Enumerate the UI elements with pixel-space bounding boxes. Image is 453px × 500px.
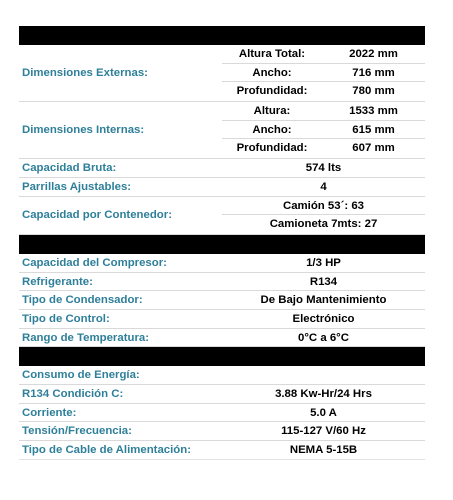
internal-dimensions-group [19,102,425,159]
spec-row [19,404,425,423]
spec-sheet [19,26,425,460]
external-dimensions-group [19,45,425,102]
spec-row [222,139,425,158]
spec-value [222,366,425,384]
spec-sublabel: Profundidad: [236,85,308,98]
spec-value: Camioneta 7mts: 27 [269,218,378,231]
spec-value: Camión 53´: 63 [282,199,365,212]
spec-label: Tipo de Control: [22,312,110,325]
spec-label: Consumo de Energía: [22,369,140,382]
spec-label: Tensión/Frecuencia: [22,425,132,438]
spec-label: R134 Condición C: [22,388,124,400]
spec-row [19,422,425,441]
spec-row [19,159,425,178]
spec-row [19,385,425,404]
gross-capacity-value: 574 lts [305,162,342,175]
spec-row [222,102,425,121]
spec-value: 607 mm [352,142,395,155]
container-capacity-group [19,197,425,235]
external-dimensions-label: Dimensiones Externas: [22,67,148,80]
spec-label: Capacidad del Compresor: [22,256,167,269]
section-header-bar [19,235,425,254]
spec-value: De Bajo Mantenimiento [260,294,387,307]
spec-value: 716 mm [352,66,395,79]
shelves-value: 4 [320,180,327,193]
spec-row [19,254,425,273]
spec-value: 115-127 V/60 Hz [281,425,366,438]
section-header-bar [19,26,425,45]
spec-row [19,273,425,292]
gross-capacity-label: Capacidad Bruta: [22,162,117,175]
spec-row [19,291,425,310]
section-header-bar [19,347,425,366]
spec-value: 3.88 Kw-Hr/24 Hrs [275,388,372,400]
spec-value: 615 mm [352,123,395,136]
spec-sublabel: Ancho: [252,123,292,136]
spec-value: NEMA 5-15B [289,444,358,457]
spec-row [222,45,425,64]
spec-value: Electrónico [292,312,355,325]
spec-row [222,215,425,234]
spec-row [19,178,425,197]
spec-value: 780 mm [352,85,395,98]
spec-row [222,197,425,216]
spec-value: R134 [309,275,338,288]
spec-row [222,82,425,101]
spec-row [19,441,425,460]
spec-value: 0°C a 6°C [298,331,349,344]
spec-sublabel: Profundidad: [236,142,308,155]
spec-row [19,310,425,329]
spec-row [222,64,425,83]
spec-row [222,121,425,140]
spec-sublabel: Ancho: [252,66,292,79]
spec-label: Tipo de Condensador: [22,294,143,307]
spec-sublabel: Altura Total: [238,48,306,60]
container-capacity-label: Capacidad por Contenedor: [22,209,172,222]
internal-dimensions-label: Dimensiones Internas: [22,124,145,137]
spec-label: Rango de Temperatura: [22,331,150,344]
spec-label: Corriente: [22,406,77,419]
spec-value: 1533 mm [349,105,398,118]
spec-row [19,329,425,348]
spec-value: 5.0 A [310,406,337,419]
spec-label: Refrigerante: [22,275,93,288]
spec-row [19,366,425,385]
spec-label: Tipo de Cable de Alimentación: [22,444,191,457]
spec-sublabel: Altura: [253,105,291,118]
spec-value: 2022 mm [349,48,398,60]
spec-value: 1/3 HP [306,256,341,269]
shelves-label: Parrillas Ajustables: [22,180,132,193]
